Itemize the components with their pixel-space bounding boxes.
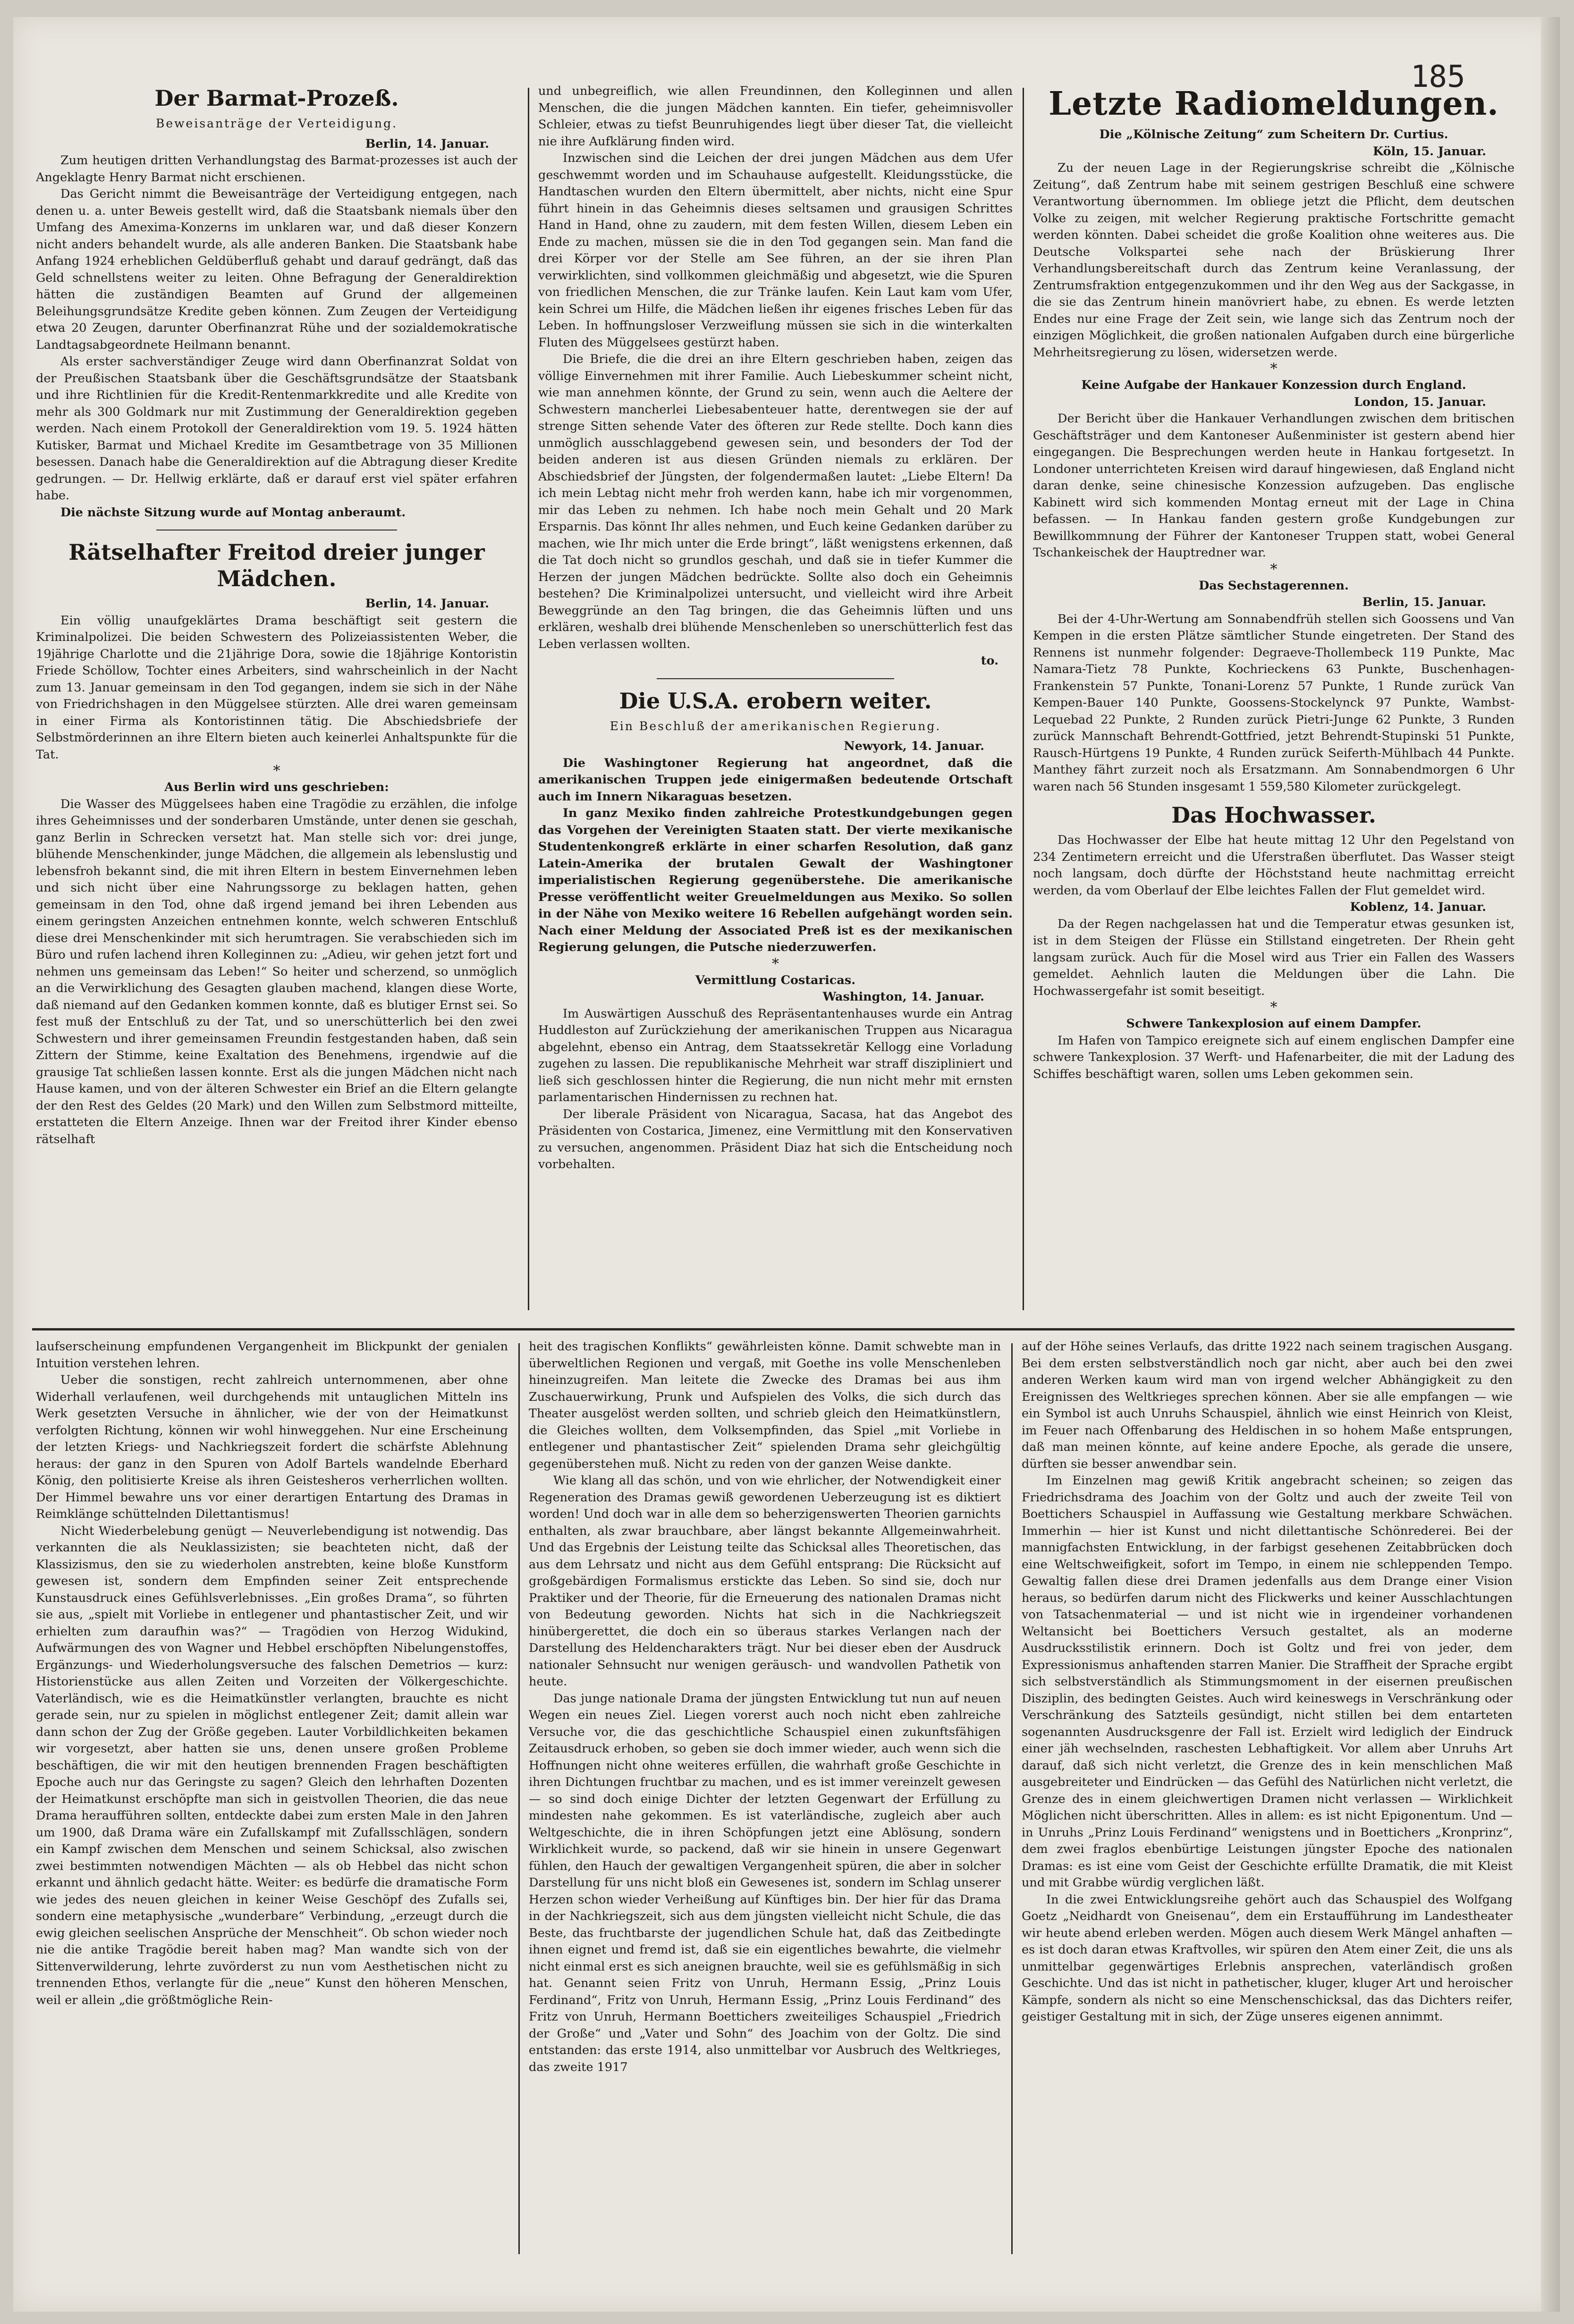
radio-paragraph: Der Bericht über die Hankauer Verhandlungen zwischen dem britischen Geschäftsträger und dem Kantoneser Außenminister ist gestern abend hier eingegangen. Die Besprechungen werden heute in Hankau fortgesetzt. In Londoner unterrichteten Kreisen wird darauf hingewiesen, daß England nicht daran denke, seine chinesische Konzession aufzugeben. Das englische Kabinett wird sich kommenden Montag erneut mit der Lage in China befassen. — In Hankau fanden gestern große Kundgebungen zur Bewillkommnung der Führer der Kantoneser Truppen statt, wobei General Tschankeischek der Hauptredner war.	[1033, 412, 1515, 560]
column-rule	[528, 88, 529, 1310]
feuilleton-paragraph: auf der Höhe seines Verlaufs, das dritte 1922 nach seinem tragischen Ausgang. Bei dem ersten selbstverständlich noch gar nicht, aber auch bei den zwei anderen Werken kaum wird man von irgend welcher Abhängigkeit zu den Ereignissen des Weltkrieges sprechen können. Aber sie alle empfangen — wie ein Symbol ist auch Unruhs Schauspiel, ähnlich wie einst Heinrich von Kleist, im Feuer nach Offenbarung des Heldischen in so hohem Maße entsprungen, daß man meinen könnte, auf keine andere Epoche, als gerade die unsere, dürften sie besser anwendbar sein.	[1022, 1339, 1513, 1471]
freitod-dateline: Berlin, 14. Januar.	[365, 597, 489, 611]
feuilleton-paragraph: Wie klang all das schön, und von wie ehrlicher, der Notwendigkeit einer Regeneration des Dramas gewiß gewordenen Ueberzeugung ist es diktiert worden! Und doch war in alle dem so beherzigenswerten Theorien garnichts enthalten, als zwar brauchbare, aber längst bekannte Allgemeinwahrheit. Und das Ergebnis der Leistung teilte das Schicksal alles Theoretischen, das aus dem Lehrsatz und nicht aus dem Gefühl entsprang: Die Rücksicht auf großgebärdigen Formalismus erstickte das Leben. So sind sie, doch nur Praktiker und der Theorie, für die Erneuerung des nationalen Dramas nicht von Bedeutung geworden. Nichts hat sich in die Nachkriegszeit hinübergerettet, die doch ein so überaus starkes Verlangen nach der Darstellung des Heldencharakters trägt. Nur bei dieser eben der Ausdruck nationaler Sehnsucht nur wenigen geräusch- und wandvollen Pathetik von heute.	[529, 1474, 1001, 1689]
section-rule	[32, 1328, 1515, 1330]
feuilleton-column-2	[529, 1339, 1001, 2259]
radio-paragraph: Da der Regen nachgelassen hat und die Temperatur etwas gesunken ist, ist in dem Steigen der Flüsse ein Stillstand eingetreten. Der Rhein geht langsam zurück. Auch für die Mosel wird aus Trier ein Fallen des Wassers gemeldet. Aehnlich lauten die Meldungen über die Lahn. Die Hochwassergefahr ist somit beseitigt.	[1033, 917, 1515, 998]
freitod-signature: to.	[981, 654, 999, 668]
feuilleton-paragraph: laufserscheinung empfundenen Vergangenheit im Blickpunkt der genialen Intuition verstehen lehren.	[36, 1339, 508, 1371]
radio-dateline: London, 15. Januar.	[1354, 395, 1486, 409]
column-2	[538, 83, 1013, 1320]
section-star: *	[273, 763, 280, 779]
newspaper-page	[13, 17, 1560, 2312]
column-3	[1033, 83, 1515, 1320]
feuilleton-column-1	[36, 1339, 508, 2259]
radio-paragraph: Im Hafen von Tampico ereignete sich auf einem englischen Dampfer eine schwere Tankexplosion. 37 Werft- und Hafenarbeiter, die mit der Ladung des Schiffes beschäftigt waren, sollen ums Leben gekommen sein.	[1033, 1033, 1515, 1081]
feuilleton-paragraph: Ueber die sonstigen, recht zahlreich unternommenen, aber ohne Widerhall verlaufenen, weil durchgehends mit untauglichen Mitteln ins Werk gesetzten Versuche in ähnlicher, wie der von der Heimatkunst verfolgten Richtung, können wir wohl hinweggehen. Nur eine Erscheinung der letzten Kriegs- und Nachkriegszeit fordert die schärfste Ablehnung heraus: der ganz in den Spuren von Adolf Bartels wandelnde Eberhard König, den politisierte Kreise als ihren Geistesheros verherrlichen wollten. Der Himmel bewahre uns vor einer derartigen Entartung des Dramas in Reimklänge schüttelnden Dilettantismus!	[36, 1373, 508, 1521]
radio-dateline: Berlin, 15. Januar.	[1362, 595, 1486, 609]
barmat-paragraph: Das Gericht nimmt die Beweisanträge der Verteidigung entgegen, nach denen u. a. unter Beweis gestellt wird, daß die Staatsbank niemals über den Umfang des Amexima-Konzerns im unklaren war, und daß dieser Konzern nicht anders behandelt wurde, als alle anderen Banken. Die Staatsbank habe Anfang 1924 erheblichen Geldüberfluß gehabt und darauf gedrängt, daß das Geld schnellstens weiter zu leiten. Ohne Befragung der Generaldirektion hätten die zuständigen Beamten auf Grund der allgemeinen Beleihungsgrundsätze Kredite geben können. Zum Zeugen der Verteidigung etwa 20 Zeugen, darunter Oberfinanzrat Rühe und der sozialdemokratische Landtagsabgeordnete Heilmann benannt.	[36, 187, 517, 352]
page-number: 185	[1411, 59, 1465, 94]
column-rule	[518, 1343, 520, 2254]
barmat-dateline: Berlin, 14. Januar.	[365, 136, 489, 151]
hochwasser-title: Das Hochwasser.	[1171, 802, 1376, 828]
freitod-paragraph: Inzwischen sind die Leichen der drei jungen Mädchen aus dem Ufer geschwemmt worden und im Schauhause aufgestellt. Kleidungsstücke, die Handtaschen wurden den Eltern übermittelt, aber nichts, nicht eine Spur führt hinein in das Geheimnis dieses seltsamen und grausigen Schrittes Hand in Hand, ohne zu zaudern, mit dem festen Willen, diesem Leben ein Ende zu machen, müssen sie die in den Tod gegangen sein. Man fand die drei Körper vor der Stelle am See führen, an der sie ihren Plan verwirklichten, sind vollkommen gleichmäßig und abgesetzt, wie die Spuren von friedlichen Menschen, die zur Tränke laufen. Kein Laut kam vom Ufer, kein Schrei um Hilfe, die Mädchen ließen ihr eigenes frisches Leben für das Leben. In hoffnungsloser Verzweiflung müssen sie sich in die winterkalten Fluten des Müggelsees gestürzt haben.	[538, 151, 1013, 350]
feuilleton-paragraph: In die zwei Entwicklungsreihe gehört auch das Schauspiel des Wolfgang Goetz „Neidhardt von Gneisenau“, dem ein Erstaufführung im Landestheater wir heute abend erleben werden. Mögen auch diesem Werk Mängel anhaften — es ist doch daran etwas Kraftvolles, wir spüren den Atem einer Zeit, die uns als unmittelbar gegenwärtiges Erlebnis ansprechen, vaterländisch großen Geschichte. Und das ist nicht in pathetischer, kluger, kluger Art und heroischer Kämpfe, sondern als nicht so eine Menschenschicksal, das das Dichters reifer, geistiger Gestaltung mit in sich, der Züge unseres eigenen annimmt.	[1022, 1892, 1513, 2024]
usa-subhead: Vermittlung Costaricas.	[695, 973, 856, 987]
usa-dateline-2: Washington, 14. Januar.	[822, 990, 984, 1004]
radio-paragraph: Bei der 4-Uhr-Wertung am Sonnabendfrüh stellen sich Goossens und Van Kempen in die ersten Plätze sämtlicher Stunde eingetreten. Der Stand des Rennens ist nunmehr folgender: Degraeve-Thollembeck 119 Punkte, Mac Namara-Tietz 78 Punkte, Kochrieckens 63 Punkte, Buschenhagen-Frankenstein 57 Punkte, Tonani-Lorenz 57 Punkte, 1 Runde zurück Van Kempen-Bauer 140 Punkte, Goossens-Stockelynck 97 Punkte, Wambst-Lequebad 22 Punkte, 2 Runden zurück Pietri-Junge 62 Punkte, 3 Runden zurück Mannschaft Behrendt-Gottfried, jetzt Behrendt-Stupinski 51 Punkte, Rausch-Hürtgens 19 Punkte, 4 Runden zurück Seiferth-Mühlbach 44 Punkte. Manthey fährt zurzeit noch als Ersatzmann. Am Sonnabendmorgen 6 Uhr waren nach 56 Stunden insgesamt 1 559,580 Kilometer zurückgelegt.	[1033, 612, 1515, 794]
section-star: *	[1270, 361, 1278, 377]
radio-subhead: Schwere Tankexplosion auf einem Dampfer.	[1126, 1017, 1422, 1031]
feuilleton-paragraph: Das junge nationale Drama der jüngsten Entwicklung tut nun auf neuen Wegen ein neues Ziel. Liegen vorerst auch noch nicht eben zahlreiche Versuche vor, die das geschichtliche Schauspiel einen zukunftsfähigen Zeitausdruck erhoben, so geben sie doch immer wieder, auch wenn sich die Hoffnungen nicht ohne weiteres erfüllen, die wahrhaft große Geschichte in ihren Dichtungen fruchtbar zu machen, und es ist immer vereinzelt gewesen — so sind doch einige Dichter der letzten Gegenwart der Erfüllung zu mindesten nahe gekommen. Es ist vaterländische, zugleich aber auch Weltgeschichte, die in ihren Schöpfungen jetzt eine Ablösung, sondern Wirklichkeit wurde, so packend, daß wir sie hinein in unsere Gegenwart fühlen, den Hauch der gewaltigen Vergangenheit spüren, die aber in solcher Darstellung für uns nicht bloß ein Gewesenes ist, sondern im Schlag unserer Herzen schon wieder Verheißung auf Künftiges bin. Der hier für das Drama in der Nachkriegszeit, sich aus dem jüngsten vielleicht nicht Schule, die das Beste, das fruchtbarste der jugendlichen Schule hat, daß das Zeitbedingte ihnen eignet und fremd ist, daß sie ein eigentliches bewahrte, die vielmehr nicht einmal erst es sich aneignen brauchte, weil sie es gefühlsmäßig in sich hat. Genannt seien Fritz von Unruh, Hermann Essig, „Prinz Louis Ferdinand“, Fritz von Unruh, Hermann Essig, „Prinz Louis Ferdinand“ des Fritz von Unruh, Hermann Boettichers zweiteiliges Schauspiel „Friedrich der Große“ und „Vater und Sohn“ des Joachim von der Goltz. Die sind entstanden: das erste 1914, also unmittelbar vor Ausbruch des Weltkrieges, das zweite 1917	[529, 1691, 1001, 2074]
radio-title: Letzte Radiomeldungen.	[1049, 85, 1499, 123]
radio-paragraph: Das Hochwasser der Elbe hat heute mittag 12 Uhr den Pegelstand von 234 Zentimetern erreicht und die Uferstraßen überflutet. Das Wasser steigt noch langsam, doch dürfte der Höchststand heute nachmittag erreicht werden, da vom Oberlauf der Elbe leichtes Fallen der Flut gemeldet wird.	[1033, 833, 1515, 898]
usa-paragraph: Im Auswärtigen Ausschuß des Repräsentantenhauses wurde ein Antrag Huddleston auf Zurückziehung der amerikanischen Truppen aus Nicaragua abgelehnt, ebenso ein Antrag, dem Staatssekretär Kellogg eine Vorladung zugehen zu lassen. Die republikanische Mehrheit war straff diszipliniert und ließ sich geschlossen hinter die Regierung, die nun nicht mehr mit ernsten parlamentarischen Hindernissen zu rechnen hat.	[538, 1006, 1013, 1104]
feuilleton-paragraph: heit des tragischen Konflikts“ gewährleisten könne. Damit schwebte man in überweltlichen Regionen und vergaß, mit Goethe ins volle Menschenleben hineinzugreifen. Man leitete die Zwecke des Dramas bei aus ihm Zuschauerwirkung, Prunk und Aufspielen des Volks, die sich durch das Theater ausgelöst werden sollten, und schrieb gleich den Heimatkünstlern, die Gleiches wollten, dem Volksempfinden, das Spiel „mit Vorliebe in entlegener und phantastischer Zeit“ spielenden Drama sehr gleichgültig gegenüberstehen muß. Nicht zu reden von der ganzen Weise dankte.	[529, 1339, 1001, 1471]
barmat-title: Der Barmat-Prozeß.	[154, 85, 399, 111]
feuilleton-paragraph: Nicht Wiederbelebung genügt — Neuverlebendigung ist notwendig. Das verkannten die als Neuklassizisten; sie beachteten nicht, daß der Klassizismus, den sie zu wiederholen anstrebten, keine bloße Kunstform gewesen ist, sondern dem Empfinden seiner Zeit entsprechende Kunstausdruck eines Gefühlsverlebnisses. „Ein großes Drama“, so führten sie aus, „spielt mit Vorliebe in entlegener und phantastischer Zeit, und wir erhielten zum daraufhin was?“ — Tragödien von Herzog Widukind, Aufwärmungen des von Wagner und Hebbel erschöpften Nibelungenstoffes, Ergänzungs- und Wiederholungsversuche des falschen Demetrios — kurz: Historienstücke aus allen Zeiten und Vorzeiten der Völkergeschichte. Vaterländisch, wie es die Heimatkünstler verlangten, brauchte es nicht gerade sein, nur zu spielen in möglichst entlegener Zeit; damit allein war dann schon der Zug der Größe gegeben. Lauter Vorbildlichkeiten bekamen wir vorgesetzt, aber hatten sie uns, denen unsere großen Probleme beschäftigen, die wir mit den heutigen brennenden Fragen beschäftigten Epoche auch nur das Geringste zu sagen? Gleich den lehrhaften Dozenten der Heimatkunst erschöpfte man sich in geistvollen Theorien, die das neue Drama heraufführen sollten, entdeckte dabei zum ersten Male in den Jahren um 1900, daß Drama wäre ein Zufallskampf mit Zufallsschlägen, sondern ein Kampf zwischen dem Menschen und seinem Schicksal, also zwischen zwei bestimmten notwendigen Mächten — als ob Hebbel das nicht schon erkannt und ähnlich gedacht hätte. Weiter: es bedürfe die dramatische Form wie jedes des neuen gleichen in keiner Weise Geschöpf des Zufalls sei, sondern eine metaphysische „wunderbare“ Verbindung, „erzeugt durch die ewig gleichen seelischen Ansprüche der Menschheit“. Ob schon wieder noch nie die antike Tragödie bereit haben mag? Man wandte sich von der Sittenverwilderung, lehrte zuvörderst zu nun vom Aesthetischen nicht zu trennenden Ethos, verlangte für die „neue“ Kunst den höheren Menschen, weil er allein „die größtmögliche Rein-	[36, 1524, 508, 2007]
column-1	[36, 83, 517, 1320]
usa-dateline: Newyork, 14. Januar.	[844, 739, 984, 753]
usa-paragraph: Der liberale Präsident von Nicaragua, Sacasa, hat das Angebot des Präsidenten von Costarica, Jimenez, eine Vermittlung mit den Konservativen zu versuchen, angenommen. Präsident Diaz hat sich die Entscheidung noch vorbehalten.	[538, 1107, 1013, 1171]
usa-paragraph: In ganz Mexiko finden zahlreiche Protestkundgebungen gegen das Vorgehen der Vereinigten Staaten statt. Der vierte mexikanische Studentenkongreß erklärte in einer scharfen Resolution, daß ganz Latein-Amerika der brutalen Gewalt der Washingtoner imperialistischen Regierung gegenüberstehe. Die amerikanische Presse veröffentlicht weiter Greuelmeldungen aus Mexiko. So sollen in der Nähe von Mexiko weitere 16 Rebellen aufgehängt worden sein. Nach einer Meldung der Associated Preß ist es der mexikanischen Regierung gelungen, die Putsche niederzuwerfen.	[538, 806, 1013, 954]
feuilleton-column-3	[1022, 1339, 1513, 2259]
radio-paragraph: Zu der neuen Lage in der Regierungskrise schreibt die „Kölnische Zeitung“, daß Zentrum habe mit seinem gestrigen Beschluß eine schwere Verantwortung übernommen. Im obliege jetzt die Pflicht, dem deutschen Volke zu zeigen, mit welcher Regierung praktische Fortschritte gemacht werden könnten. Dabei scheidet die große Koalition ohne weiteres aus. Die Deutsche Volkspartei sehe nach der Brüskierung Ihrer Verhandlungsbereitschaft durch das Zentrum keine Veranlassung, der Zentrumsfraktion entgegenzukommen und ihr den Weg aus der Sackgasse, in die sie das Zentrum hinein manövriert habe, zu ebnen. Es werde letzten Endes nur eine Frage der Zeit sein, wie lange sich das Zentrum noch der einzigen Möglichkeit, die großen nationalen Aufgaben durch eine bürgerliche Mehrheitsregierung zu lösen, widersetzen werde.	[1033, 161, 1515, 360]
freitod-paragraph: Die Wasser des Müggelsees haben eine Tragödie zu erzählen, die infolge ihres Geheimnisses und der sonderbaren Umstände, unter denen sie geschah, ganz Berlin in Schrecken versetzt hat. Man stelle sich vor: drei junge, blühende Menschenkinder, junge Mädchen, die allgemein als lebenslustig und lebensfroh bekannt sind, die mit ihren Eltern in bestem Einvernehmen leben und sich nicht über eine Nahrungssorge zu beklagen hatten, gehen gemeinsam in den Tod, ohne daß irgend jemand bei ihren Lebenden aus einem geringsten Anzeichen entnehmen konnte, welch schweren Entschluß diese drei Menschenkinder mit sich herumtragen. Sie verabschieden sich im Büro und rufen lachend ihren Kolleginnen zu: „Adieu, wir gehen jetzt fort und nehmen uns gemeinsam das Leben!“ So heiter und scherzend, so unmöglich an die Verwirklichung des Gesagten glauben machend, klangen diese Worte, daß niemand auf den Gedanken kommen konnte, daß es blutiger Ernst sei. So fest muß der Entschluß zu der Tat, und so unerschütterlich bei den zwei Schwestern und ihrer gemeinsamen Freundin festgestanden haben, daß sein Zittern der Stimme, keine Exaltation des Benehmens, irgendwie auf die grausige Tat schließen lassen konnte. Erst als die jungen Mädchen nicht nach Hause kamen, und von der älteren Schwester ein Brief an die Eltern gelangte der den Rest des Geldes (20 Mark) und den Willen zum Selbstmord mitteilte, erstatteten die Eltern Anzeige. Ihnen war der Freitod ihrer Kinder ebenso rätselhaft	[36, 797, 517, 1146]
usa-title: Die U.S.A. erobern weiter.	[619, 688, 932, 714]
freitod-title: Rätselhafter Freitod dreier junger Mädchen.	[68, 539, 485, 591]
radio-subhead: Das Sechstagerennen.	[1199, 578, 1349, 593]
freitod-paragraph: und unbegreiflich, wie allen Freundinnen, den Kolleginnen und allen Menschen, die die jungen Mädchen kannten. Ein tiefer, geheimnisvoller Schleier, etwas zu tiefst Beunruhigendes liegt über dieser Tat, die vielleicht nie ihre Aufklärung finden wird.	[538, 84, 1013, 149]
freitod-subhead: Aus Berlin wird uns geschrieben:	[164, 780, 389, 794]
barmat-paragraph: Zum heutigen dritten Verhandlungstag des Barmat-prozesses ist auch der Angeklagte Henry Barmat nicht erschienen.	[36, 153, 517, 185]
column-rule	[1023, 88, 1024, 1310]
radio-subhead: Keine Aufgabe der Hankauer Konzession durch England.	[1081, 378, 1466, 392]
usa-paragraph: Die Washingtoner Regierung hat angeordnet, daß die amerikanischen Truppen jede einigermaßen bedeutende Ortschaft auch im Innern Nikaraguas besetzen.	[538, 756, 1013, 804]
barmat-paragraph: Als erster sachverständiger Zeuge wird dann Oberfinanzrat Soldat von der Preußischen Staatsbank über die Geschäftsgrundsätze der Staatsbank und ihre Richtlinien für die Kredit-Rentenmarkkredite und alle Kredite von mehr als 300 Goldmark nur mit Zustimmung der Generaldirektion gegeben werden. Nach einem Protokoll der Generaldirektion vom 19. 5. 1924 hätten Kutisker, Barmat und Michael Kredite im Gesamtbetrage von 35 Millionen besessen. Danach habe die Generaldirektion auf die Abtragung dieser Kredite gedrungen. — Dr. Hellwig erklärte, daß er darauf erst viel später erfahren habe.	[36, 354, 517, 503]
binding-spine	[1541, 17, 1560, 2312]
column-rule	[1011, 1343, 1013, 2254]
divider	[657, 678, 894, 679]
barmat-subtitle: Beweisanträge der Verteidigung.	[155, 117, 398, 130]
feuilleton-paragraph: Im Einzelnen mag gewiß Kritik angebracht scheinen; so zeigen das Friedrichsdrama des Joachim von der Goltz und auch der zweite Teil von Boettichers Schauspiel in Auffassung wie Gestaltung merkbare Schwächen. Immerhin — hier ist Kunst und nicht dilettantische Schönrederei. Bei der mannigfachsten Entwicklung, in der farbigst gesehenen Zeitabbrücken doch eine Weltschweifigkeit, sofort im Tempo, in einem nie schleppenden Tempo. Gewaltig fallen diese drei Dramen jedenfalls aus dem Drange einer Vision heraus, so bedürfen darum nicht des Flickwerks und keiner Ausschlachtungen von Tatsachenmaterial — und ist nicht wie in irgendeiner vorhandenen Weltansicht bei Boettichers Versuch gestaltet, als an moderne Ausdrucksstilistik erinnern. Doch ist Goltz und frei von jeder, dem Expressionismus anhaftenden starren Manier. Die Straffheit der Sprache ergibt sich selbstverständlich als Stimmungsmoment in der eisernen preußischen Disziplin, des bedingten Geistes. Auch wird keineswegs in Verschränkung oder Verschränkung des Satzteils gesündigt, nicht stillen bei dem entarteten sogenannten Ausdrucksgenre der Fall ist. Erzielt wird lediglich der Eindruck einer jäh wechselnden, raschesten Lebhaftigkeit. Vor allem aber Unruhs Art darauf, daß sich nicht verletzt, die Grenze des in kein menschlichen Maß ausgebreiteter und Eindrücken — das Gefühl des Natürlichen nicht verletzt, die Grenze des in einem gleichwertigen Dramen nicht verlassen — Wirklichkeit Möglichen nicht überschritten. Alles in allem: es ist nicht Epigonentum. Und — in Unruhs „Prinz Louis Ferdinand“ wenigstens und in Boettichers „Kronprinz“, dem zwei fraglos ebenbürtige Leistungen jüngster Epoche des nationalen Dramas: es ist eine vom Geist der Geschichte erfüllte Dramatik, die mit Kleist und mit Grabbe würdig verglichen läßt.	[1022, 1474, 1513, 1890]
radio-kicker: Die „Kölnische Zeitung“ zum Scheitern Dr. Curtius.	[1099, 127, 1448, 142]
freitod-paragraph: Die Briefe, die die drei an ihre Eltern geschrieben haben, zeigen das völlige Einvernehmen mit ihrer Familie. Auch Liebeskummer scheint nicht, wie man annehmen könnte, der Grund zu sein, wenn auch die Aeltere der Schwestern mancherlei Liebesabenteuer hatte, derentwegen sie der auf strenge Sitten sehende Vater des öfteren zur Rede stellte. Doch kann dies unmöglich ausschlaggebend gewesen sein, und besonders der Tod der beiden anderen ist aus diesen Gründen niemals zu erklären. Der Abschiedsbrief der Jüngsten, der folgendermaßen lautet: „Liebe Eltern! Da ich mein Lebtag nicht mehr froh werden kann, habe ich mir vorgenommen, mir das Leben zu nehmen. Ich habe noch mein Gehalt und 20 Mark Ersparnis. Das könnt Ihr alles nehmen, und Euch keine Gedanken darüber zu machen, wie Ihr mich unter die Erde bringt“, läßt wenigstens erkennen, daß die Tat doch nicht so grundlos geschah, und daß sie in tiefer Kummer die Herzen der jungen Mädchen bedrückte. Sollte also doch ein Geheimnis bestehen? Die Kriminalpolizei untersucht, und vielleicht wird ihre Arbeit Beweggründe an den Tag bringen, die das Geheimnis lüften und uns erklären, weshalb drei blühende Menschenleben so unerschütterlich fest das Leben verlassen wollten.	[538, 352, 1013, 651]
section-star: *	[1270, 999, 1278, 1016]
section-star: *	[772, 955, 779, 972]
usa-subtitle: Ein Beschluß der amerikanischen Regierung.	[609, 719, 941, 733]
freitod-paragraph: Ein völlig unaufgeklärtes Drama beschäftigt seit gestern die Kriminalpolizei. Die beiden Schwestern des Polizeiassistenten Weber, die 19jährige Charlotte und die 21jährige Dora, sowie die 18jährige Kontoristin Friede Schöllow, Tochter eines Arbeiters, sind wahrscheinlich in der Nacht zum 13. Januar gemeinsam in den Tod gegangen, indem sie sich in der Nähe von Friedrichshagen in den Müggelsee stürzten. Alle drei waren gemeinsam in einer Firma als Kontoristinnen tätig. Die Abschiedsbriefe der Selbstmörderinnen an ihre Eltern bieten auch keinerlei Anhaltspunkte für die Tat.	[36, 613, 517, 762]
radio-dateline: Koblenz, 14. Januar.	[1350, 900, 1486, 914]
radio-dateline: Köln, 15. Januar.	[1373, 144, 1486, 159]
section-star: *	[1270, 561, 1278, 578]
barmat-paragraph: Die nächste Sitzung wurde auf Montag anberaumt.	[60, 505, 406, 520]
